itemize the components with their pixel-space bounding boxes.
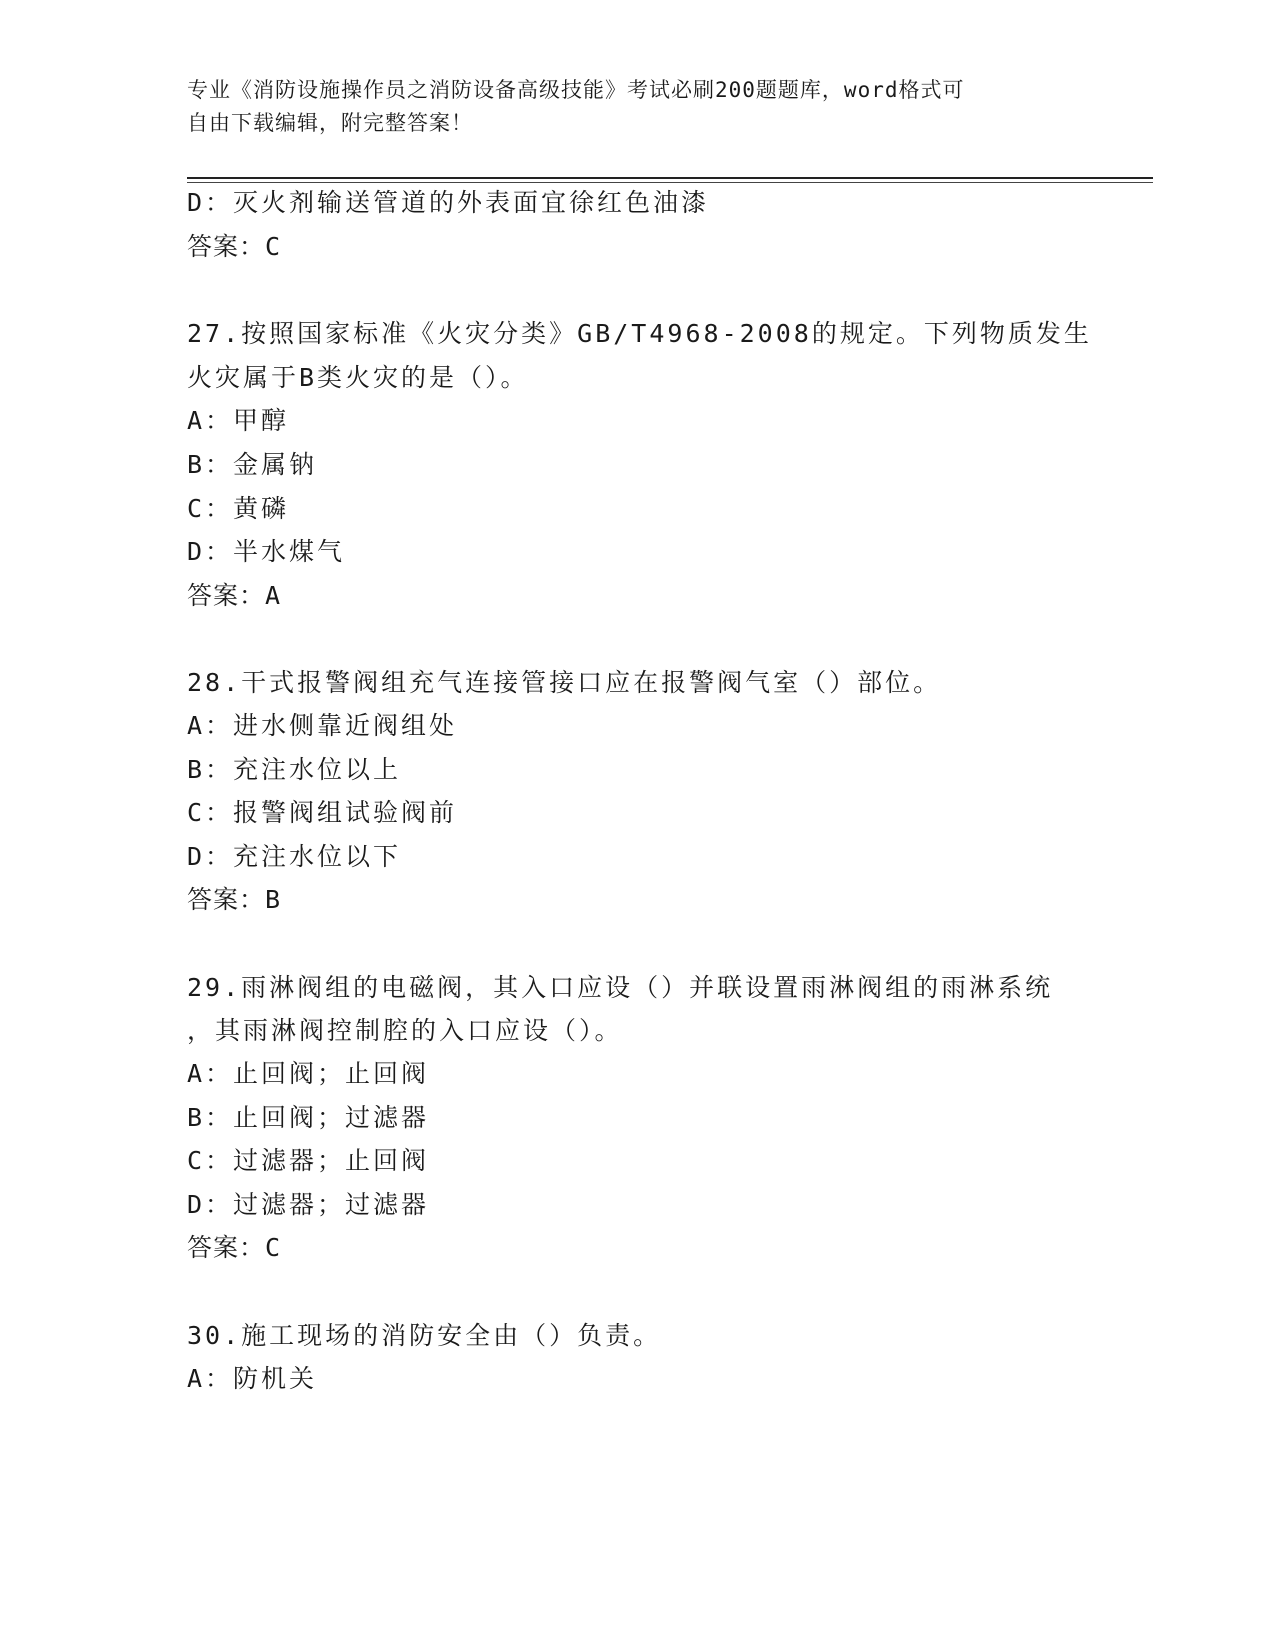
- header-divider-thick: [187, 177, 1153, 179]
- q28-option-c: C：报警阀组试验阀前: [187, 798, 458, 827]
- header-line-1: 专业《消防设施操作员之消防设备高级技能》考试必刷200题题库，word格式可: [187, 78, 965, 102]
- header-divider-thin: [187, 182, 1153, 183]
- q28-option-a: A：进水侧靠近阀组处: [187, 711, 458, 740]
- q29-option-c: C：过滤器；止回阀: [187, 1146, 430, 1175]
- q27-answer: 答案：A: [187, 581, 282, 610]
- q30-stem-line-1: 30.施工现场的消防安全由（）负责。: [187, 1321, 662, 1350]
- document-header: [187, 74, 1087, 140]
- q28-answer: 答案：B: [187, 885, 282, 914]
- prev-answer: 答案：C: [187, 232, 282, 261]
- header-line-2: 自由下载编辑，附完整答案！: [187, 111, 473, 135]
- q27-option-d: D：半水煤气: [187, 537, 346, 566]
- q27-stem-line-1: 27.按照国家标准《火灾分类》GB/T4968-2008的规定。下列物质发生: [187, 319, 1092, 348]
- q27-option-a: A：甲醇: [187, 406, 290, 435]
- q29-option-a: A：止回阀；止回阀: [187, 1059, 430, 1088]
- q27-option-b: B：金属钠: [187, 450, 318, 479]
- q29-option-d: D：过滤器；过滤器: [187, 1190, 430, 1219]
- q29-option-b: B：止回阀；过滤器: [187, 1103, 430, 1132]
- q27-option-c: C：黄磷: [187, 494, 290, 523]
- q29-stem-line-1: 29.雨淋阀组的电磁阀，其入口应设（）并联设置雨淋阀组的雨淋系统: [187, 973, 1054, 1002]
- q28-option-d: D：充注水位以下: [187, 842, 402, 871]
- q29-answer: 答案：C: [187, 1233, 282, 1262]
- q30-option-a: A：防机关: [187, 1364, 318, 1393]
- q28-option-b: B：充注水位以上: [187, 755, 402, 784]
- prev-option-d: D：灭火剂输送管道的外表面宜徐红色油漆: [187, 188, 710, 217]
- q29-stem-line-2: ，其雨淋阀控制腔的入口应设（）。: [187, 1016, 623, 1045]
- q27-stem-line-2: 火灾属于B类火灾的是（）。: [187, 363, 529, 392]
- q28-stem-line-1: 28.干式报警阀组充气连接管接口应在报警阀气室（）部位。: [187, 668, 942, 697]
